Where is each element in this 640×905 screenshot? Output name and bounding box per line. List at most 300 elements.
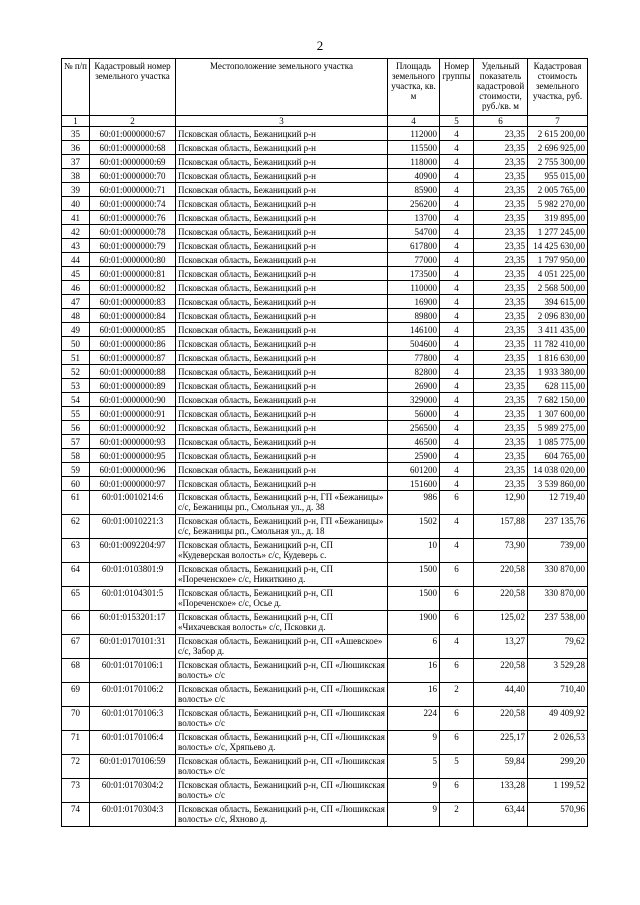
area-cell: 1502 (388, 515, 440, 539)
table-row (62, 707, 588, 731)
row-number-cell: 61 (62, 491, 90, 515)
cadastral-number-cell: 60:01:0000000:97 (90, 477, 176, 491)
table-row (62, 169, 588, 183)
table-row (62, 659, 588, 683)
location-cell: Псковская область, Бежаницкий р-н, СП «Люшикская волость» с/с (176, 755, 388, 779)
cadastral-value-cell: 1 085 775,00 (528, 435, 588, 449)
column-index-row (62, 116, 588, 127)
area-cell: 173500 (388, 267, 440, 281)
cadastral-value-cell: 319 895,00 (528, 211, 588, 225)
table-row (62, 379, 588, 393)
group-number-cell: 4 (440, 477, 474, 491)
cadastral-number-cell: 60:01:0000000:80 (90, 253, 176, 267)
group-number-cell: 4 (440, 141, 474, 155)
column-index: 6 (474, 116, 528, 127)
specific-value-cell: 23,35 (474, 211, 528, 225)
row-number-cell: 49 (62, 323, 90, 337)
location-cell: Псковская область, Бежаницкий р-н, СП «Люшикская волость» с/с, Хряпьево д. (176, 731, 388, 755)
table-row (62, 281, 588, 295)
cadastral-number-cell: 60:01:0170106:2 (90, 683, 176, 707)
group-number-cell: 4 (440, 309, 474, 323)
group-number-cell: 4 (440, 225, 474, 239)
table-row (62, 449, 588, 463)
row-number-cell: 42 (62, 225, 90, 239)
specific-value-cell: 23,35 (474, 239, 528, 253)
specific-value-cell: 23,35 (474, 281, 528, 295)
area-cell: 82800 (388, 365, 440, 379)
header-group-number: Номер группы (440, 59, 474, 116)
area-cell: 9 (388, 803, 440, 827)
header-cadastral-number: Кадастровый номер земельного участка (90, 59, 176, 116)
area-cell: 77800 (388, 351, 440, 365)
cadastral-number-cell: 60:01:0000000:74 (90, 197, 176, 211)
group-number-cell: 4 (440, 183, 474, 197)
cadastral-number-cell: 60:01:0000000:96 (90, 463, 176, 477)
specific-value-cell: 23,35 (474, 127, 528, 141)
group-number-cell: 4 (440, 323, 474, 337)
table-row (62, 683, 588, 707)
group-number-cell: 6 (440, 707, 474, 731)
location-cell: Псковская область, Бежаницкий р-н, СП «Пореченское» с/с, Осье д. (176, 587, 388, 611)
table-row (62, 421, 588, 435)
specific-value-cell: 23,35 (474, 435, 528, 449)
cadastral-number-cell: 60:01:0000000:68 (90, 141, 176, 155)
table-header-row (62, 59, 588, 116)
specific-value-cell: 23,35 (474, 225, 528, 239)
group-number-cell: 4 (440, 197, 474, 211)
specific-value-cell: 23,35 (474, 197, 528, 211)
location-cell: Псковская область, Бежаницкий р-н (176, 225, 388, 239)
specific-value-cell: 23,35 (474, 267, 528, 281)
area-cell: 1900 (388, 611, 440, 635)
cadastral-value-cell: 394 615,00 (528, 295, 588, 309)
cadastral-value-cell: 1 199,52 (528, 779, 588, 803)
cadastral-number-cell: 60:01:0000000:90 (90, 393, 176, 407)
group-number-cell: 4 (440, 515, 474, 539)
cadastral-number-cell: 60:01:0170106:59 (90, 755, 176, 779)
location-cell: Псковская область, Бежаницкий р-н (176, 211, 388, 225)
cadastral-value-cell: 330 870,00 (528, 587, 588, 611)
row-number-cell: 35 (62, 127, 90, 141)
specific-value-cell: 12,90 (474, 491, 528, 515)
group-number-cell: 6 (440, 563, 474, 587)
specific-value-cell: 73,90 (474, 539, 528, 563)
table-row (62, 587, 588, 611)
cadastral-value-cell: 2 005 765,00 (528, 183, 588, 197)
cadastral-value-cell: 237 135,76 (528, 515, 588, 539)
group-number-cell: 2 (440, 803, 474, 827)
table-row (62, 435, 588, 449)
group-number-cell: 5 (440, 755, 474, 779)
area-cell: 1500 (388, 563, 440, 587)
table-row (62, 635, 588, 659)
location-cell: Псковская область, Бежаницкий р-н, СП «Кудеверская волость» с/с, Кудеверь с. (176, 539, 388, 563)
table-row (62, 539, 588, 563)
location-cell: Псковская область, Бежаницкий р-н, СП «Чихачевская волость» с/с, Псковки д. (176, 611, 388, 635)
specific-value-cell: 125,02 (474, 611, 528, 635)
group-number-cell: 4 (440, 169, 474, 183)
cadastral-value-cell: 14 425 630,00 (528, 239, 588, 253)
row-number-cell: 71 (62, 731, 90, 755)
table-row (62, 197, 588, 211)
cadastral-value-cell: 2 755 300,00 (528, 155, 588, 169)
area-cell: 85900 (388, 183, 440, 197)
cadastral-number-cell: 60:01:0170106:1 (90, 659, 176, 683)
group-number-cell: 4 (440, 127, 474, 141)
specific-value-cell: 23,35 (474, 463, 528, 477)
location-cell: Псковская область, Бежаницкий р-н (176, 365, 388, 379)
table-row (62, 515, 588, 539)
cadastral-number-cell: 60:01:0000000:93 (90, 435, 176, 449)
row-number-cell: 58 (62, 449, 90, 463)
group-number-cell: 6 (440, 779, 474, 803)
cadastral-value-cell: 1 307 600,00 (528, 407, 588, 421)
location-cell: Псковская область, Бежаницкий р-н, СП «Люшикская волость» с/с (176, 779, 388, 803)
cadastral-number-cell: 60:01:0000000:88 (90, 365, 176, 379)
area-cell: 986 (388, 491, 440, 515)
cadastral-number-cell: 60:01:0000000:89 (90, 379, 176, 393)
area-cell: 40900 (388, 169, 440, 183)
area-cell: 10 (388, 539, 440, 563)
group-number-cell: 4 (440, 407, 474, 421)
cadastral-value-cell: 5 989 275,00 (528, 421, 588, 435)
cadastral-value-cell: 2 026,53 (528, 731, 588, 755)
location-cell: Псковская область, Бежаницкий р-н (176, 393, 388, 407)
row-number-cell: 41 (62, 211, 90, 225)
table-row (62, 393, 588, 407)
group-number-cell: 4 (440, 449, 474, 463)
row-number-cell: 36 (62, 141, 90, 155)
location-cell: Псковская область, Бежаницкий р-н (176, 141, 388, 155)
location-cell: Псковская область, Бежаницкий р-н (176, 407, 388, 421)
group-number-cell: 4 (440, 635, 474, 659)
table-row (62, 365, 588, 379)
row-number-cell: 50 (62, 337, 90, 351)
table-body (62, 127, 588, 827)
header-row-number: № п/п (62, 59, 90, 116)
group-number-cell: 4 (440, 365, 474, 379)
area-cell: 601200 (388, 463, 440, 477)
specific-value-cell: 23,35 (474, 155, 528, 169)
area-cell: 16900 (388, 295, 440, 309)
cadastral-number-cell: 60:01:0010214:6 (90, 491, 176, 515)
header-location: Местоположение земельного участка (176, 59, 388, 116)
location-cell: Псковская область, Бежаницкий р-н, СП «Люшикская волость» с/с (176, 683, 388, 707)
specific-value-cell: 220,58 (474, 659, 528, 683)
cadastral-value-cell: 3 411 435,00 (528, 323, 588, 337)
cadastral-value-cell: 12 719,40 (528, 491, 588, 515)
row-number-cell: 72 (62, 755, 90, 779)
cadastral-value-cell: 11 782 410,00 (528, 337, 588, 351)
area-cell: 151600 (388, 477, 440, 491)
location-cell: Псковская область, Бежаницкий р-н (176, 435, 388, 449)
table-row (62, 155, 588, 169)
specific-value-cell: 220,58 (474, 563, 528, 587)
cadastral-number-cell: 60:01:0000000:83 (90, 295, 176, 309)
cadastral-value-cell: 604 765,00 (528, 449, 588, 463)
location-cell: Псковская область, Бежаницкий р-н (176, 295, 388, 309)
table-row (62, 563, 588, 587)
location-cell: Псковская область, Бежаницкий р-н, СП «Люшикская волость» с/с (176, 659, 388, 683)
row-number-cell: 59 (62, 463, 90, 477)
row-number-cell: 60 (62, 477, 90, 491)
area-cell: 16 (388, 659, 440, 683)
table-row (62, 755, 588, 779)
table-row (62, 407, 588, 421)
row-number-cell: 40 (62, 197, 90, 211)
location-cell: Псковская область, Бежаницкий р-н (176, 281, 388, 295)
cadastral-value-cell: 739,00 (528, 539, 588, 563)
area-cell: 9 (388, 779, 440, 803)
location-cell: Псковская область, Бежаницкий р-н (176, 323, 388, 337)
row-number-cell: 73 (62, 779, 90, 803)
row-number-cell: 68 (62, 659, 90, 683)
column-index: 2 (90, 116, 176, 127)
table-row (62, 127, 588, 141)
area-cell: 26900 (388, 379, 440, 393)
cadastral-value-cell: 1 816 630,00 (528, 351, 588, 365)
specific-value-cell: 23,35 (474, 379, 528, 393)
location-cell: Псковская область, Бежаницкий р-н (176, 183, 388, 197)
specific-value-cell: 133,28 (474, 779, 528, 803)
area-cell: 77000 (388, 253, 440, 267)
cadastral-value-cell: 3 539 860,00 (528, 477, 588, 491)
cadastral-number-cell: 60:01:0000000:85 (90, 323, 176, 337)
location-cell: Псковская область, Бежаницкий р-н, ГП «Бежаницы» с/с, Бежаницы рп., Смольная ул., д. 18 (176, 515, 388, 539)
specific-value-cell: 23,35 (474, 253, 528, 267)
header-specific-value: Удельный показатель кадастровой стоимости, руб./кв. м (474, 59, 528, 116)
specific-value-cell: 23,35 (474, 337, 528, 351)
row-number-cell: 65 (62, 587, 90, 611)
cadastral-value-cell: 955 015,00 (528, 169, 588, 183)
area-cell: 224 (388, 707, 440, 731)
location-cell: Псковская область, Бежаницкий р-н (176, 253, 388, 267)
cadastral-value-cell: 14 038 020,00 (528, 463, 588, 477)
group-number-cell: 4 (440, 463, 474, 477)
specific-value-cell: 23,35 (474, 141, 528, 155)
cadastral-value-cell: 2 615 200,00 (528, 127, 588, 141)
page-number: 2 (316, 38, 324, 53)
location-cell: Псковская область, Бежаницкий р-н, СП «Люшикская волость» с/с (176, 707, 388, 731)
location-cell: Псковская область, Бежаницкий р-н (176, 449, 388, 463)
location-cell: Псковская область, Бежаницкий р-н (176, 351, 388, 365)
cadastral-value-cell: 79,62 (528, 635, 588, 659)
area-cell: 16 (388, 683, 440, 707)
row-number-cell: 57 (62, 435, 90, 449)
area-cell: 329000 (388, 393, 440, 407)
row-number-cell: 67 (62, 635, 90, 659)
cadastral-number-cell: 60:01:0170106:4 (90, 731, 176, 755)
group-number-cell: 6 (440, 587, 474, 611)
cadastral-number-cell: 60:01:0170101:31 (90, 635, 176, 659)
table-row (62, 183, 588, 197)
table-row (62, 239, 588, 253)
area-cell: 110000 (388, 281, 440, 295)
column-index: 7 (528, 116, 588, 127)
cadastral-number-cell: 60:01:0000000:69 (90, 155, 176, 169)
location-cell: Псковская область, Бежаницкий р-н, ГП «Бежаницы» с/с, Бежаницы рп., Смольная ул., д. 38 (176, 491, 388, 515)
area-cell: 256200 (388, 197, 440, 211)
cadastral-number-cell: 60:01:0000000:70 (90, 169, 176, 183)
row-number-cell: 46 (62, 281, 90, 295)
column-index: 4 (388, 116, 440, 127)
cadastral-value-cell: 237 538,00 (528, 611, 588, 635)
area-cell: 5 (388, 755, 440, 779)
cadastral-number-cell: 60:01:0000000:95 (90, 449, 176, 463)
cadastral-number-cell: 60:01:0000000:84 (90, 309, 176, 323)
cadastral-value-cell: 1 797 950,00 (528, 253, 588, 267)
cadastral-number-cell: 60:01:0000000:78 (90, 225, 176, 239)
cadastral-value-cell: 2 096 830,00 (528, 309, 588, 323)
location-cell: Псковская область, Бежаницкий р-н (176, 379, 388, 393)
area-cell: 256500 (388, 421, 440, 435)
cadastral-number-cell: 60:01:0000000:87 (90, 351, 176, 365)
table-row (62, 611, 588, 635)
group-number-cell: 6 (440, 659, 474, 683)
specific-value-cell: 23,35 (474, 365, 528, 379)
area-cell: 56000 (388, 407, 440, 421)
cadastral-number-cell: 60:01:0000000:79 (90, 239, 176, 253)
row-number-cell: 69 (62, 683, 90, 707)
header-cadastral-value: Кадастровая стоимость земельного участка, руб. (528, 59, 588, 116)
area-cell: 13700 (388, 211, 440, 225)
table-row (62, 337, 588, 351)
specific-value-cell: 225,17 (474, 731, 528, 755)
group-number-cell: 4 (440, 239, 474, 253)
cadastral-value-cell: 5 982 270,00 (528, 197, 588, 211)
table-row (62, 803, 588, 827)
specific-value-cell: 23,35 (474, 295, 528, 309)
specific-value-cell: 23,35 (474, 421, 528, 435)
specific-value-cell: 13,27 (474, 635, 528, 659)
row-number-cell: 48 (62, 309, 90, 323)
column-index: 1 (62, 116, 90, 127)
cadastral-number-cell: 60:01:0000000:82 (90, 281, 176, 295)
area-cell: 115500 (388, 141, 440, 155)
location-cell: Псковская область, Бежаницкий р-н, СП «Люшикская волость» с/с, Яхново д. (176, 803, 388, 827)
row-number-cell: 66 (62, 611, 90, 635)
area-cell: 146100 (388, 323, 440, 337)
table-row (62, 779, 588, 803)
table-row (62, 253, 588, 267)
row-number-cell: 54 (62, 393, 90, 407)
cadastral-number-cell: 60:01:0000000:76 (90, 211, 176, 225)
group-number-cell: 4 (440, 155, 474, 169)
location-cell: Псковская область, Бежаницкий р-н (176, 169, 388, 183)
area-cell: 6 (388, 635, 440, 659)
specific-value-cell: 44,40 (474, 683, 528, 707)
cadastral-number-cell: 60:01:0153201:17 (90, 611, 176, 635)
location-cell: Псковская область, Бежаницкий р-н (176, 197, 388, 211)
cadastral-value-cell: 49 409,92 (528, 707, 588, 731)
group-number-cell: 4 (440, 211, 474, 225)
cadastral-number-cell: 60:01:0000000:91 (90, 407, 176, 421)
area-cell: 46500 (388, 435, 440, 449)
table-row (62, 267, 588, 281)
cadastral-value-cell: 710,40 (528, 683, 588, 707)
group-number-cell: 4 (440, 539, 474, 563)
cadastral-number-cell: 60:01:0170106:3 (90, 707, 176, 731)
cadastral-number-cell: 60:01:0103801:9 (90, 563, 176, 587)
group-number-cell: 4 (440, 421, 474, 435)
specific-value-cell: 23,35 (474, 477, 528, 491)
specific-value-cell: 23,35 (474, 323, 528, 337)
area-cell: 617800 (388, 239, 440, 253)
group-number-cell: 4 (440, 393, 474, 407)
cadastral-value-cell: 7 682 150,00 (528, 393, 588, 407)
location-cell: Псковская область, Бежаницкий р-н (176, 337, 388, 351)
area-cell: 54700 (388, 225, 440, 239)
location-cell: Псковская область, Бежаницкий р-н (176, 463, 388, 477)
row-number-cell: 53 (62, 379, 90, 393)
specific-value-cell: 23,35 (474, 407, 528, 421)
row-number-cell: 51 (62, 351, 90, 365)
group-number-cell: 4 (440, 379, 474, 393)
group-number-cell: 6 (440, 731, 474, 755)
specific-value-cell: 23,35 (474, 183, 528, 197)
cadastral-value-cell: 628 115,00 (528, 379, 588, 393)
group-number-cell: 4 (440, 295, 474, 309)
specific-value-cell: 157,88 (474, 515, 528, 539)
group-number-cell: 4 (440, 351, 474, 365)
column-index: 5 (440, 116, 474, 127)
table-row (62, 323, 588, 337)
location-cell: Псковская область, Бежаницкий р-н (176, 309, 388, 323)
specific-value-cell: 220,58 (474, 707, 528, 731)
cadastral-value-cell: 1 277 245,00 (528, 225, 588, 239)
table-row (62, 463, 588, 477)
specific-value-cell: 59,84 (474, 755, 528, 779)
group-number-cell: 4 (440, 337, 474, 351)
cadastral-value-table (61, 58, 588, 827)
cadastral-value-cell: 299,20 (528, 755, 588, 779)
group-number-cell: 2 (440, 683, 474, 707)
row-number-cell: 74 (62, 803, 90, 827)
row-number-cell: 37 (62, 155, 90, 169)
row-number-cell: 44 (62, 253, 90, 267)
row-number-cell: 56 (62, 421, 90, 435)
cadastral-number-cell: 60:01:0000000:67 (90, 127, 176, 141)
cadastral-value-cell: 570,96 (528, 803, 588, 827)
cadastral-number-cell: 60:01:0092204:97 (90, 539, 176, 563)
row-number-cell: 70 (62, 707, 90, 731)
specific-value-cell: 220,58 (474, 587, 528, 611)
specific-value-cell: 23,35 (474, 351, 528, 365)
specific-value-cell: 23,35 (474, 309, 528, 323)
specific-value-cell: 63,44 (474, 803, 528, 827)
cadastral-value-cell: 2 696 925,00 (528, 141, 588, 155)
specific-value-cell: 23,35 (474, 393, 528, 407)
row-number-cell: 52 (62, 365, 90, 379)
cadastral-number-cell: 60:01:0010221:3 (90, 515, 176, 539)
cadastral-number-cell: 60:01:0000000:86 (90, 337, 176, 351)
column-index: 3 (176, 116, 388, 127)
group-number-cell: 4 (440, 281, 474, 295)
cadastral-number-cell: 60:01:0000000:81 (90, 267, 176, 281)
table-row (62, 141, 588, 155)
area-cell: 118000 (388, 155, 440, 169)
cadastral-number-cell: 60:01:0170304:2 (90, 779, 176, 803)
specific-value-cell: 23,35 (474, 449, 528, 463)
location-cell: Псковская область, Бежаницкий р-н, СП «Пореченское» с/с, Никиткино д. (176, 563, 388, 587)
area-cell: 89800 (388, 309, 440, 323)
area-cell: 504600 (388, 337, 440, 351)
area-cell: 25900 (388, 449, 440, 463)
table-row (62, 309, 588, 323)
table-row (62, 351, 588, 365)
row-number-cell: 55 (62, 407, 90, 421)
cadastral-value-cell: 1 933 380,00 (528, 365, 588, 379)
